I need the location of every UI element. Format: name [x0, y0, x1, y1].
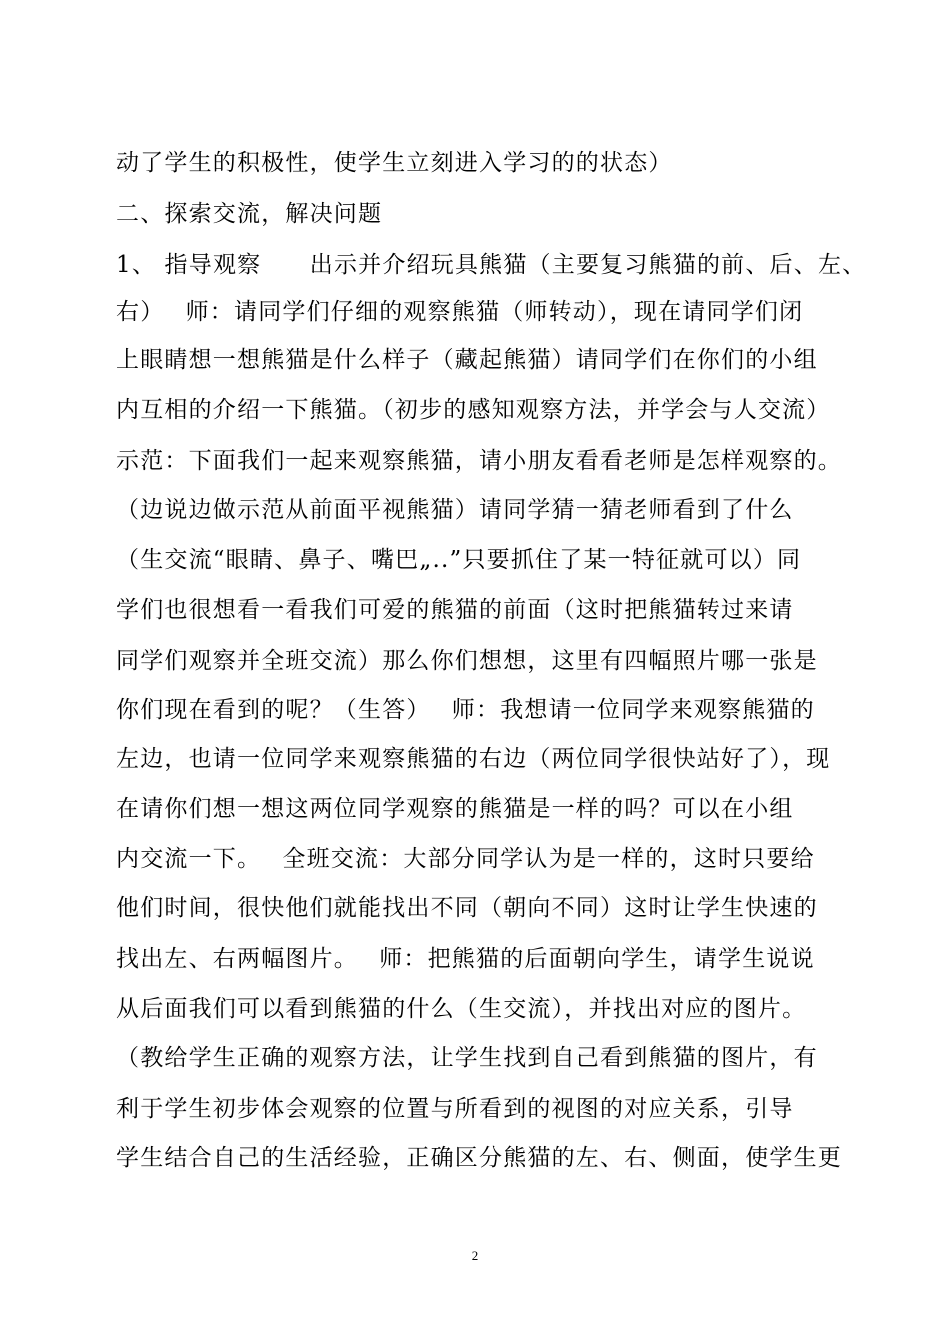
body-text-line: （边说边做示范从前面平视熊猫）请同学猜一猜老师看到了什么 [116, 497, 794, 523]
body-text-line: 同学们观察并全班交流）那么你们想想，这里有四幅照片哪一张是 [116, 648, 818, 674]
body-text-line: 学们也很想看一看我们可爱的熊猫的前面（这时把熊猫转过来请 [116, 597, 794, 623]
body-text-line: （生交流“眼睛、鼻子、嘴巴„..”只要抓住了某一特征就可以）同 [116, 547, 802, 573]
body-text-line: 你们现在看到的呢？（生答） 师：我想请一位同学来观察熊猫的 [116, 697, 815, 723]
body-text-line: 他们时间，很快他们就能找出不同（朝向不同）这时让学生快速的 [116, 895, 818, 921]
body-text-line: （教给学生正确的观察方法，让学生找到自己看到熊猫的图片，有 [116, 1045, 818, 1071]
body-text-line: 左边，也请一位同学来观察熊猫的右边（两位同学很快站好了），现 [116, 746, 831, 772]
body-text-line: 内交流一下。 全班交流：大部分同学认为是一样的，这时只要给 [116, 846, 815, 872]
page-number: 2 [471, 1248, 479, 1263]
body-text-line: 右） 师：请同学们仔细的观察熊猫（师转动），现在请同学们闭 [116, 299, 804, 325]
body-text-line: 学生结合自己的生活经验，正确区分熊猫的左、右、侧面，使学生更 [116, 1145, 842, 1171]
body-text-line: 利于学生初步体会观察的位置与所看到的视图的对应关系，引导 [116, 1096, 794, 1122]
body-text-line: 动了学生的积极性，使学生立刻进入学习的的状态） [116, 150, 673, 176]
body-text-line: 找出左、右两幅图片。 师：把熊猫的后面朝向学生，请学生说说 [116, 946, 815, 972]
body-text-line: 示范：下面我们一起来观察熊猫，请小朋友看看老师是怎样观察的。 [116, 448, 842, 474]
body-text-line: 上眼睛想一想熊猫是什么样子（藏起熊猫）请同学们在你们的小组 [116, 347, 818, 373]
body-text-line: 1、 指导观察 出示并介绍玩具熊猫（主要复习熊猫的前、后、左、 [116, 252, 867, 278]
section-heading: 二、探索交流，解决问题 [116, 201, 383, 227]
body-text-line: 内互相的介绍一下熊猫。（初步的感知观察方法，并学会与人交流） [116, 397, 831, 423]
body-text-line: 在请你们想一想这两位同学观察的熊猫是一样的吗？可以在小组 [116, 796, 794, 822]
body-text-line: 从后面我们可以看到熊猫的什么（生交流），并找出对应的图片。 [116, 996, 807, 1022]
